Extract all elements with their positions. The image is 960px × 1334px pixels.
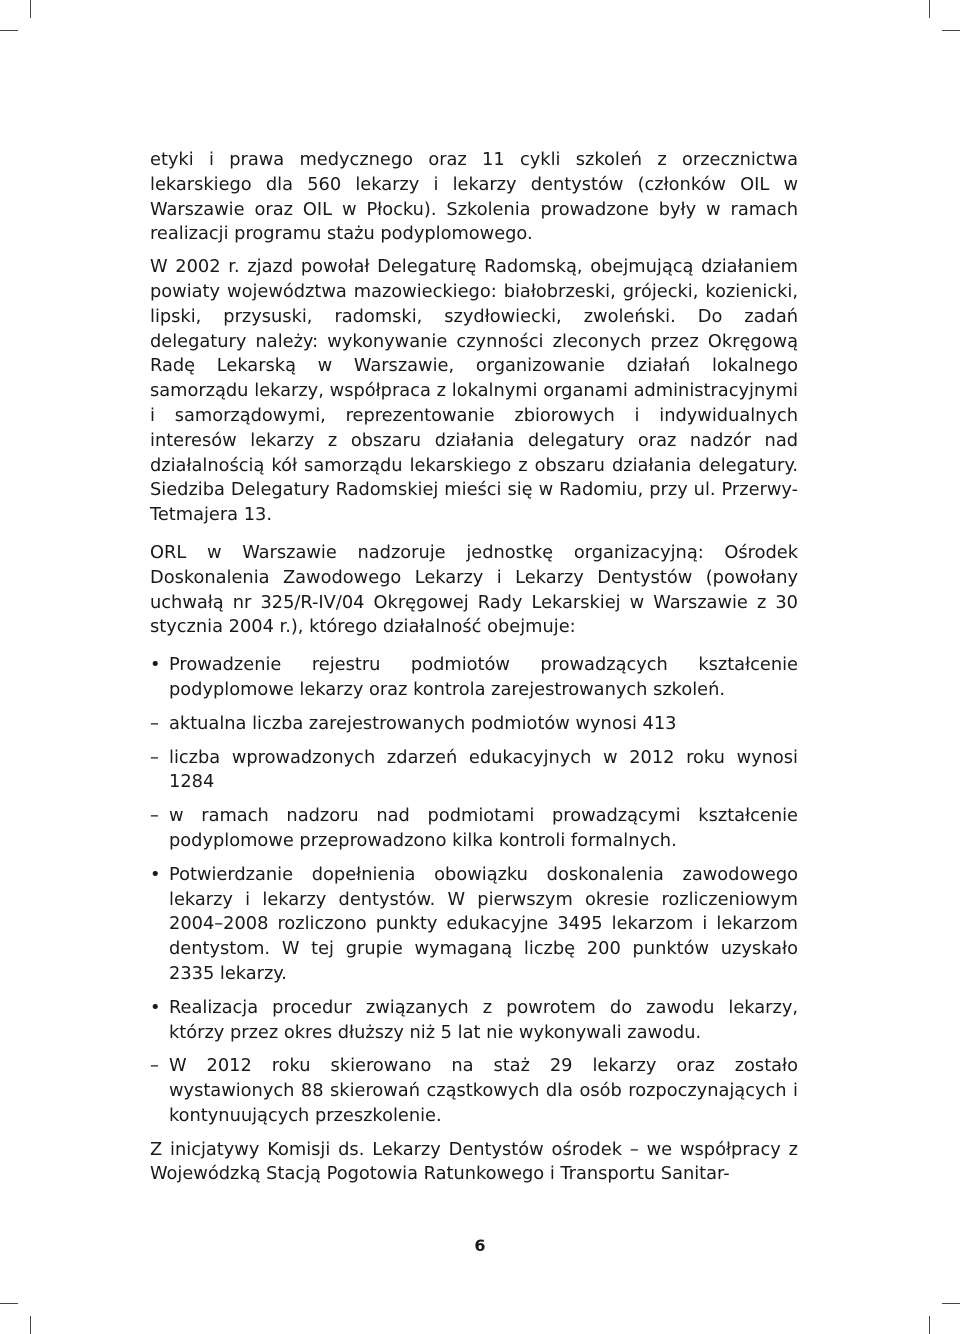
crop-mark-bottom-left-h xyxy=(0,1303,18,1304)
crop-mark-top-right xyxy=(929,0,930,18)
list-item-text: Realizacja procedur związanych z powrotem do zawodu lekarzy, którzy przez okres dłuższy niż 5 lat nie wykonywali zawodu. xyxy=(169,996,798,1043)
paragraph-orl: ORL w Warszawie nadzoruje jednostkę organizacyjną: Ośrodek Doskonalenia Zawodowego Lekarzy i Lekarzy Dentystów (powołany uchwałą nr 325/R-IV/04 Okręgowej Rady Lekarskiej w Warszawie z 30 stycznia 2004 r.), którego działalność obejmuje: xyxy=(150,541,798,638)
paragraph-delegatura: W 2002 r. zjazd powołał Delegaturę Radomską, obejmującą działaniem powiaty województwa mazowieckiego: białobrzeski, grójecki, kozienicki, lipski, przysuski, radomski, szydłowiecki, zwoleński. Do zadań delegatury należy: wykonywanie czynności zleconych przez Okręgową Radę Lekarską w Warszawie, organizowanie działań lokalnego samorządu lekarzy, współpraca z lokalnymi organami administracyjnymi i samorządowymi, reprezentowanie zbiorowych i indywidualnych interesów lekarzy z obszaru działania delegatury oraz nadzór nad działalnością kół samorządu lekarskiego z obszaru działania delegatury. Siedziba Delegatury Radomskiej mieści się w Radomiu, przy ul. Przerwy-Tetmajera 13. xyxy=(150,256,798,526)
bullet-marker: • xyxy=(150,996,161,1018)
bullet-marker: • xyxy=(150,654,161,676)
dash-marker: – xyxy=(150,805,159,827)
page-body xyxy=(150,148,798,1187)
page-number: 6 xyxy=(474,1236,486,1255)
crop-mark-top-left xyxy=(30,0,31,18)
list-item xyxy=(150,653,798,703)
list-item-text: Potwierdzanie dopełnienia obowiązku doskonalenia zawodowego lekarzy i lekarzy dentystów. W pierwszym okresie rozliczeniowym 2004–2008 rozliczono punkty edukacyjne 3495 lekarzom i lekarzom dentystom. W tej grupie wymaganą liczbę 200 punktów uzyskało 2335 lekarzy. xyxy=(169,863,798,984)
list-item-text: W 2012 roku skierowano na staż 29 lekarzy oraz zostało wystawionych 88 skierowań cząstkowych dla osób rozpoczynających i kontynuujących przeszkolenie. xyxy=(169,1055,798,1126)
paragraph-continuation: etyki i prawa medycznego oraz 11 cykli szkoleń z orzecznictwa lekarskiego dla 560 lekarzy i lekarzy dentystów (członków OIL w Warszawie oraz OIL w Płocku). Szkolenia prowadzone były w ramach realizacji programu stażu podyplomowego. xyxy=(150,149,798,245)
crop-mark-bottom-right xyxy=(929,1316,930,1334)
bullet-marker: • xyxy=(150,863,161,885)
list-item-text: Prowadzenie rejestru podmiotów prowadzących kształcenie podyplomowe lekarzy oraz kontrola zarejestrowanych szkoleń. xyxy=(169,654,798,700)
crop-mark-bottom-right-h xyxy=(942,1303,960,1304)
list-item xyxy=(150,863,798,987)
list-item xyxy=(150,1054,798,1128)
list-item xyxy=(150,804,798,854)
list-item xyxy=(150,996,798,1046)
crop-mark-bottom-left xyxy=(30,1316,31,1334)
list-item xyxy=(150,746,798,796)
crop-mark-top-left-h xyxy=(0,30,18,31)
list-item xyxy=(150,712,798,737)
dash-marker: – xyxy=(150,1055,159,1077)
dash-marker: – xyxy=(150,712,159,734)
list-item-text: w ramach nadzoru nad podmiotami prowadzącymi kształcenie podyplomowe przeprowadzono kilka kontroli formalnych. xyxy=(169,805,798,851)
crop-mark-top-right-h xyxy=(942,30,960,31)
list-item-text: aktualna liczba zarejestrowanych podmiotów wynosi 413 xyxy=(169,712,677,734)
paragraph-closing: Z inicjatywy Komisji ds. Lekarzy Dentystów ośrodek – we współpracy z Wojewódzką Stacją Pogotowia Ratunkowego i Transportu Sanitar- xyxy=(150,1138,798,1185)
dash-marker: – xyxy=(150,746,159,768)
list-item-text: liczba wprowadzonych zdarzeń edukacyjnych w 2012 roku wynosi 1284 xyxy=(169,746,798,793)
